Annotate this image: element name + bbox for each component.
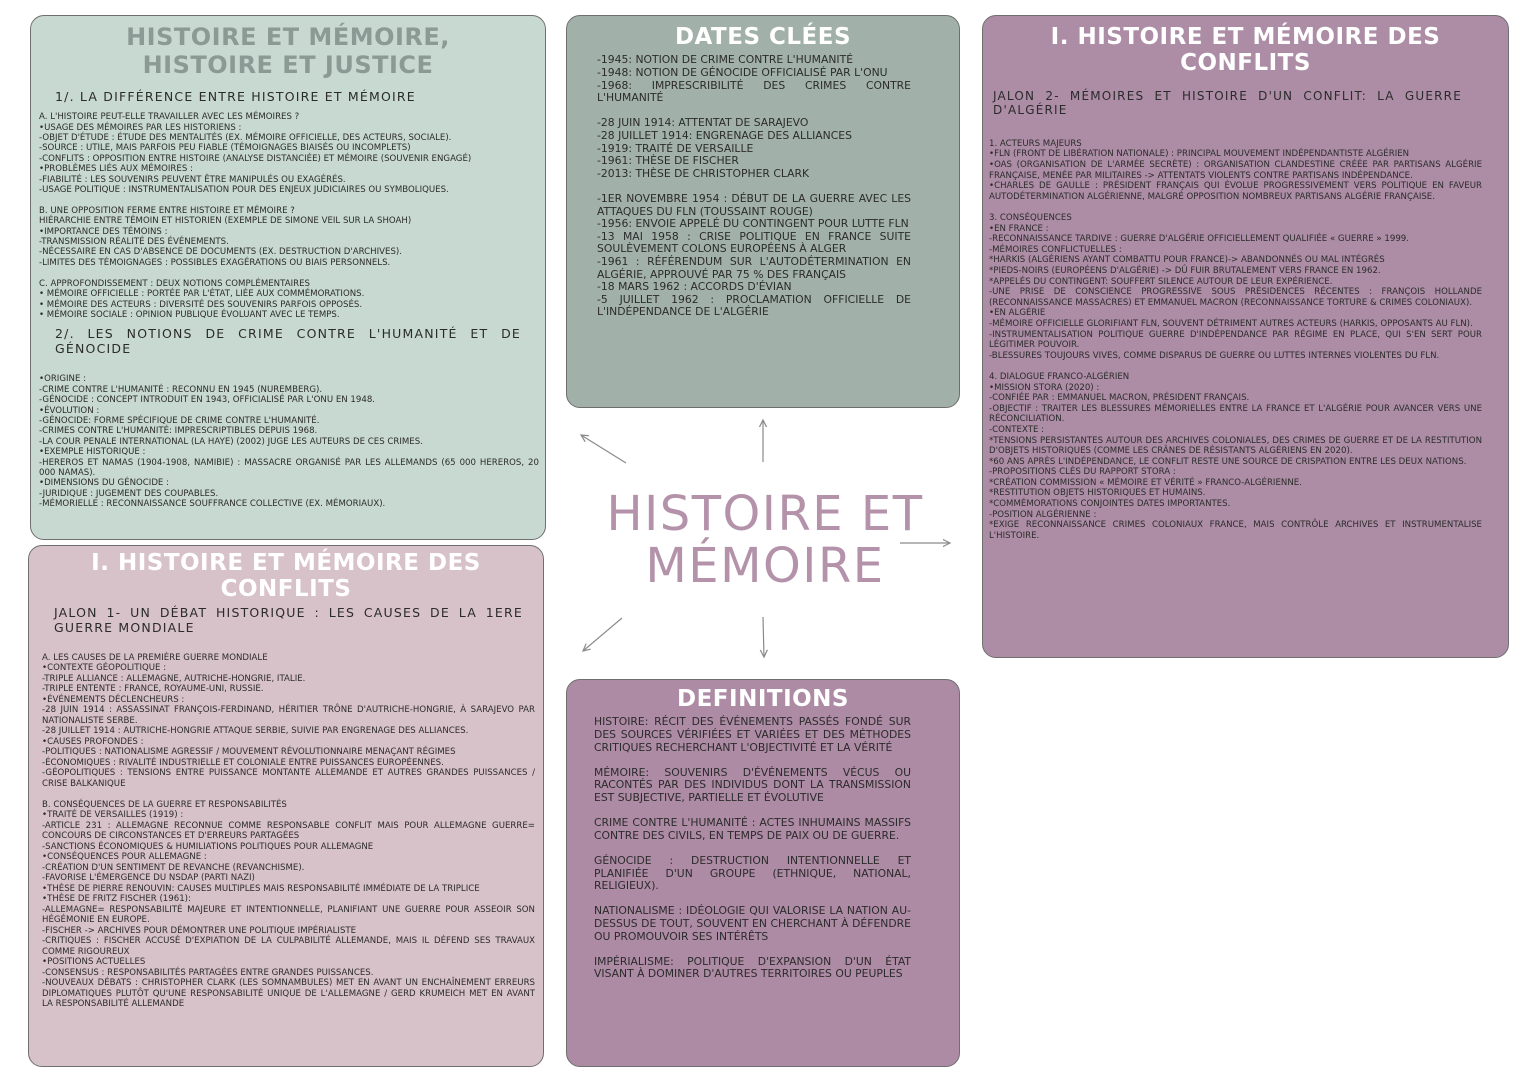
- definitions-list: HISTOIRE: RÉCIT DES ÉVÉNEMENTS PASSÉS FONDÉ SUR DES SOURCES VÉRIFIÉES ET VARIÉES ET DES MÉTHODES CRITIQUES RECHERCHANT L'OBJECTIVITÉ ET LA VÉRITÉ MÉMOIRE: SOUVENIRS D'ÉVÉNEMENTS VÉCUS OU RACONTÉS PAR DES INDIVIDUS DONT LA TRANSMISSION EST SUBJECTIVE, PARTIELLE ET ÉVOLUTIVE CRIME CONTRE L'HUMANITÉ : ACTES INHUMAINS MASSIFS CONTRE DES CIVILS, EN TEMPS DE PAIX OU DE GUERRE. GÉNOCIDE : DESTRUCTION INTENTIONNELLE ET PLANIFIÉE D'UN GROUPE (ETHNIQUE, NATIONAL, RELIGIEUX). NATIONALISME : IDÉOLOGIE QUI VALORISE LA NATION AU-DESSUS DE TOUT, SOUVENT EN CHERCHANT À DÉFENDRE OU PROMOUVOIR SES INTÉRÊTS IMPÉRIALISME: POLITIQUE D'EXPANSION D'UN ÉTAT VISANT À DOMINER D'AUTRES TERRITOIRES OU PEUPLES: [594, 715, 911, 981]
- card-title: I. HISTOIRE ET MÉMOIRE DES CONFLITS: [91, 550, 481, 603]
- section-heading: JALON 2- MÉMOIRES ET HISTOIRE D'UN CONFLIT: LA GUERRE D'ALGÉRIE: [993, 88, 1462, 117]
- dates-list: -1945: NOTION DE CRIME CONTRE L'HUMANITÉ -1948: NOTION DE GÉNOCIDE OFFICIALISÉ PAR L'ONU -1968: IMPRESCRIBILITÉ DES CRIMES CONTRE L'HUMANITÉ -28 JUIN 1914: ATTENTAT DE SARAJEVO -28 JUILLET 1914: ENGRENAGE DES ALLIANCES -1919: TRAITÉ DE VERSAILLE -1961: THÈSE DE FISCHER -2013: THÈSE DE CHRISTOPHER CLARK -1ER NOVEMBRE 1954 : DÉBUT DE LA GUERRE AVEC LES ATTAQUES DU FLN (TOUSSAINT ROUGE) -1956: ENVOIE APPELÉ DU CONTINGENT POUR LUTTE FLN -13 MAI 1958 : CRISE POLITIQUE EN FRANCE SUITE SOULÈVEMENT COLONS EUROPÉENS À ALGER -1961 : RÉFÉRENDUM SUR L'AUTODÉTERMINATION EN ALGÉRIE, APPROUVÉ PAR 75 % DES FRANÇAIS -18 MARS 1962 : ACCORDS D'ÉVIAN -5 JUILLET 1962 : PROCLAMATION OFFICIELLE DE L'INDÉPENDANCE DE L'ALGÉRIE: [597, 53, 911, 319]
- card-title: DEFINITIONS: [677, 686, 849, 712]
- section-heading: 2/. LES NOTIONS DE CRIME CONTRE L'HUMANITÉ ET DE GÉNOCIDE: [55, 326, 521, 357]
- arrow-up-left: [581, 435, 626, 463]
- card-title: I. HISTOIRE ET MÉMOIRE DES CONFLITS: [1050, 24, 1441, 77]
- section-heading: 1/. LA DIFFÉRENCE ENTRE HISTOIRE ET MÉMOIRE: [55, 89, 416, 105]
- section-body: A. LES CAUSES DE LA PREMIÈRE GUERRE MONDIALE •CONTEXTE GÉOPOLITIQUE : -TRIPLE ALLIANCE : ALLEMAGNE, AUTRICHE-HONGRIE, ITALIE. -TRIPLE ENTENTE : FRANCE, ROYAUME-UNI, RUSSIE. •ÉVÉNEMENTS DÉCLENCHEURS : -28 JUIN 1914 : ASSASSINAT FRANÇOIS-FERDINAND, HÉRITIER TRÔNE D'AUTRICHE-HONGRIE, À SARAJEVO PAR NATIONALISTE SERBE. -28 JUILLET 1914 : AUTRICHE-HONGRIE ATTAQUE SERBIE, SUIVIE PAR ENGRENAGE DES ALLIANCES. •CAUSES PROFONDES : -POLITIQUES : NATIONALISME AGRESSIF / MOUVEMENT RÉVOLUTIONNAIRE MENAÇANT RÉGIMES -ÉCONOMIQUES : RIVALITÉ INDUSTRIELLE ET COLONIALE ENTRE PUISSANCES EUROPÉENNES. -GÉOPOLITIQUES : TENSIONS ENTRE PUISSANCE MONTANTE ALLEMANDE ET AUTRES GRANDES PUISSANCES / CRISE BALKANIQUE B. CONSÉQUENCES DE LA GUERRE ET RESPONSABILITÉS •TRAITÉ DE VERSAILLES (1919) : -ARTICLE 231 : ALLEMAGNE RECONNUE COMME RESPONSABLE CONFLIT MAIS POUR ALLEMAGNE GUERRE= CONCOURS DE CIRCONSTANCES ET D'ERREURS PARTAGÉES -SANCTIONS ÉCONOMIQUES & HUMILIATIONS POLITIQUES POUR ALLEMAGNE •CONSÉQUENCES POUR ALLEMAGNE : -CRÉATION D'UN SENTIMENT DE REVANCHE (REVANCHISME). -FAVORISE L'ÉMERGENCE DU NSDAP (PARTI NAZI) •THÈSE DE PIERRE RENOUVIN: CAUSES MULTIPLES MAIS RESPONSABILITÉ IMMÉDIATE DE LA TRIPLICE •THÈSE DE FRITZ FISCHER (1961): -ALLEMAGNE= RESPONSABILITÉ MAJEURE ET INTENTIONNELLE, PLANIFIANT UNE GUERRE POUR ASSEOIR SON HÉGÉMONIE EN EUROPE. -FISCHER -> ARCHIVES POUR DÉMONTRER UNE POLITIQUE IMPÉRIALISTE -CRITIQUES : FISCHER ACCUSÉ D'EXPIATION DE LA CULPABILITÉ ALLEMANDE, MAIS IL DÉFEND SES TRAVAUX COMME RIGOUREUX •POSITIONS ACTUELLES -CONSENSUS : RESPONSABILITÉS PARTAGÉES ENTRE GRANDES PUISSANCES. -NOUVEAUX DÉBATS : CHRISTOPHER CLARK (LES SOMNAMBULES) MET EN AVANT UN ENCHAÎNEMENT ERREURS DIPLOMATIQUES PLUTÔT QU'UNE RESPONSABILITÉ UNIQUE DE L'ALLEMAGNE / GERD KRUMEICH MET EN AVANT LA RESPONSABILITÉ ALLEMANDE: [42, 652, 535, 1010]
- section-body: A. L'HISTOIRE PEUT-ELLE TRAVAILLER AVEC LES MÉMOIRES ? •USAGE DES MÉMOIRES PAR LES HISTORIENS : -OBJET D'ÉTUDE : ÉTUDE DES MENTALITÉS (EX. MÉMOIRE OFFICIELLE, DES ACTEURS, SOCIALE). -SOURCE : UTILE, MAIS PARFOIS PEU FIABLE (TÉMOIGNAGES BIAISÉS OU INCOMPLETS) -CONFLITS : OPPOSITION ENTRE HISTOIRE (ANALYSE DISTANCIÉE) ET MÉMOIRE (SOUVENIR ENGAGÉ) •PROBLÈMES LIÉS AUX MÉMOIRES : -FIABILITÉ : LES SOUVENIRS PEUVENT ÊTRE MANIPULÉS OU EXAGÉRÉS. -USAGE POLITIQUE : INSTRUMENTALISATION POUR DES ENJEUX JUDICIAIRES OU SYMBOLIQUES. B. UNE OPPOSITION FERME ENTRE HISTOIRE ET MÉMOIRE ? HIÉRARCHIE ENTRE TÉMOIN ET HISTORIEN (EXEMPLE DE SIMONE VEIL SUR LA SHOAH) •IMPORTANCE DES TÉMOINS : -TRANSMISSION RÉALITÉ DES ÉVÉNEMENTS. -NÉCESSAIRE EN CAS D'ABSENCE DE DOCUMENTS (EX. DESTRUCTION D'ARCHIVES). -LIMITES DES TÉMOIGNAGES : POSSIBLES EXAGÉRATIONS OU BIAIS PERSONNELS. C. APPROFONDISSEMENT : DEUX NOTIONS COMPLÉMENTAIRES • MÉMOIRE OFFICIELLE : PORTÉE PAR L'ÉTAT, LIÉE AUX COMMÉMORATIONS. • MÉMOIRE DES ACTEURS : DIVERSITÉ DES SOUVENIRS PARFOIS OPPOSÉS. • MÉMOIRE SOCIALE : OPINION PUBLIQUE ÉVOLUANT AVEC LE TEMPS.: [39, 112, 472, 320]
- section-body: •ORIGINE : -CRIME CONTRE L'HUMANITÉ : RECONNU EN 1945 (NUREMBERG). -GÉNOCIDE : CONCEPT INTRODUIT EN 1943, OFFICIALISÉ PAR L'ONU EN 1948. •ÉVOLUTION : -GÉNOCIDE: FORME SPÉCIFIQUE DE CRIME CONTRE L'HUMANITÉ. -CRIMES CONTRE L'HUMANITÉ: IMPRESCRIPTIBLES DEPUIS 1968. -LA COUR PENALE INTERNATIONAL (LA HAYE) (2002) JUGE LES AUTEURS DE CES CRIMES. •EXEMPLE HISTORIQUE : -HEREROS ET NAMAS (1904-1908, NAMIBIE) : MASSACRE ORGANISÉ PAR LES ALLEMANDS (65 000 HEREROS, 20 000 NAMAS). •DIMENSIONS DU GÉNOCIDE : -JURIDIQUE : JUGEMENT DES COUPABLES. -MÉMORIELLE : RECONNAISSANCE SOUFFRANCE COLLECTIVE (EX. MÉMORIAUX).: [39, 374, 539, 510]
- center-title: HISTOIRE ET MÉMOIRE: [606, 486, 924, 594]
- section-heading: JALON 1- UN DÉBAT HISTORIQUE : LES CAUSES DE LA 1ERE GUERRE MONDIALE: [54, 604, 523, 635]
- arrow-down: [763, 617, 764, 657]
- card-title: HISTOIRE ET MÉMOIRE, HISTOIRE ET JUSTICE: [126, 23, 450, 79]
- arrow-down-left: [583, 618, 622, 651]
- section-body: 1. ACTEURS MAJEURS •FLN (FRONT DE LIBÉRATION NATIONALE) : PRINCIPAL MOUVEMENT INDÉPENDANTISTE ALGÉRIEN •OAS (ORGANISATION DE L'ARMÉE SECRÈTE) : ORGANISATION CLANDESTINE CRÉÉE PAR PARTISANS ALGÉRIE FRANÇAISE, MENÉE PAR MILITAIRES -> ATTENTATS VIOLENTS CONTRE PARTISANS INDÉPENDANCE. •CHARLES DE GAULLE : PRÉSIDENT FRANÇAIS QUI ÉVOLUE PROGRESSIVEMENT VERS POLITIQUE EN FAVEUR AUTODÉTERMINATION ALGÉRIENNE, MALGRÉ OPPOSITION NOMBREUX PARTISANS ALGÉRIE FRANÇAISE. 3. CONSÉQUENCES •EN FRANCE : -RECONNAISSANCE TARDIVE : GUERRE D'ALGÉRIE OFFICIELLEMENT QUALIFIÉE « GUERRE » 1999. -MÉMOIRES CONFLICTUELLES : *HARKIS (ALGÉRIENS AYANT COMBATTU POUR FRANCE)-> ABANDONNÉS OU MAL INTÉGRÉS *PIEDS-NOIRS (EUROPÉENS D'ALGÉRIE) -> DÛ FUIR BRUTALEMENT VERS FRANCE EN 1962. *APPELÉS DU CONTINGENT: SOUFFERT SILENCE AUTOUR DE LEUR EXPÉRIENCE. -UNE PRISE DE CONSCIENCE PROGRESSIVE SOUS PRÉSIDENCES RÉCENTES : FRANÇOIS HOLLANDE (RECONNAISSANCE MASSACRES) ET EMMANUEL MACRON (RECONNAISSANCE TORTURE & CRIMES COLONIAUX). •EN ALGÉRIE -MÉMOIRE OFFICIELLE GLORIFIANT FLN, SOUVENT DÉTRIMENT AUTRES ACTEURS (HARKIS, OPPOSANTS AU FLN). -INSTRUMENTALISATION POLITIQUE GUERRE D'INDÉPENDANCE PAR RÉGIME EN PLACE, QUI S'EN SERT POUR LÉGITIMER POUVOIR. -BLESSURES TOUJOURS VIVES, COMME DISPARUS DE GUERRE OU LUTTES INTERNES VIOLENTES DU FLN. 4. DIALOGUE FRANCO-ALGÉRIEN •MISSION STORA (2020) : -CONFIÉE PAR : EMMANUEL MACRON, PRÉSIDENT FRANÇAIS. -OBJECTIF : TRAITER LES BLESSURES MÉMORIELLES ENTRE LA FRANCE ET L'ALGÉRIE POUR AVANCER VERS UNE RÉCONCILIATION. -CONTEXTE : *TENSIONS PERSISTANTES AUTOUR DES ARCHIVES COLONIALES, DES CRIMES DE GUERRE ET DE LA RESTITUTION D'OBJETS HISTORIQUES (COMME LES CRÂNES DE RÉSISTANTS ALGÉRIENS EN 2020). *60 ANS APRÈS L'INDÉPENDANCE, LE CONFLIT RESTE UNE SOURCE DE CRISPATION ENTRE LES DEUX NATIONS. -PROPOSITIONS CLÉS DU RAPPORT STORA : *CRÉATION COMMISSION « MÉMOIRE ET VÉRITÉ » FRANCO-ALGÉRIENNE. *RESTITUTION OBJETS HISTORIQUES ET HUMAINS. *COMMÉMORATIONS CONJOINTES DATES IMPORTANTES. -POSITION ALGÉRIENNE : *EXIGE RECONNAISSANCE CRIMES COLONIAUX FRANCE, MAIS CONTRÔLE ARCHIVES ET INSTRUMENTALISE L'HISTOIRE.: [989, 138, 1482, 541]
- card-title: DATES CLÉES: [674, 24, 852, 50]
